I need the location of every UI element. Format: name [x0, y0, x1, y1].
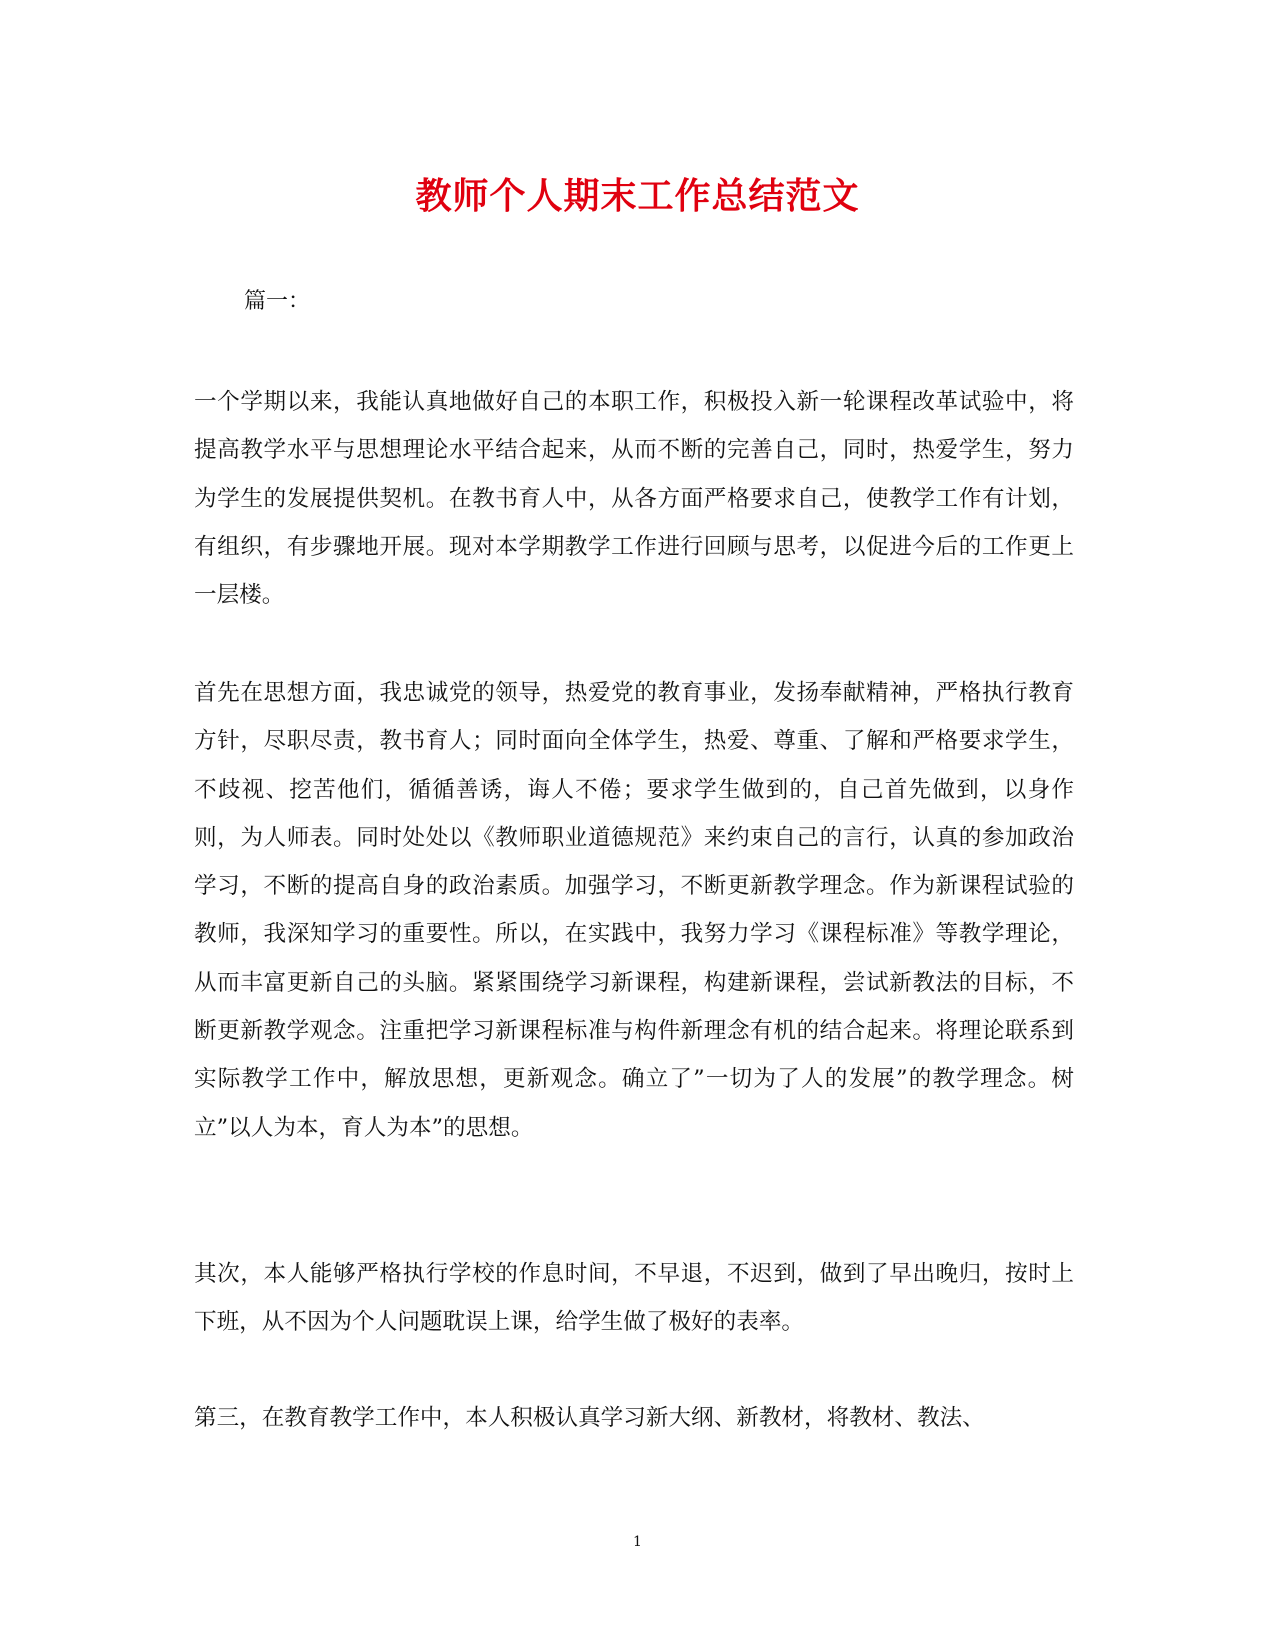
paragraph-4: 第三，在教育教学工作中，本人积极认真学习新大纲、新教材，将教材、教法、	[194, 1405, 985, 1431]
section-label: 篇一：	[244, 289, 311, 314]
paragraph-1: 一个学期以来，我能认真地做好自己的本职工作，积极投入新一轮课程改革试验中，将提高教学水平与思想理论水平结合起来，从而不断的完善自己，同时，热爱学生，努力为学生的发展提供契机。在教书育人中，从各方面严格要求自己，使教学工作有计划，有组织，有步骤地开展。现对本学期教学工作进行回顾与思考，以促进今后的工作更上一层楼。	[194, 389, 1074, 609]
paragraph-2: 首先在思想方面，我忠诚党的领导，热爱党的教育事业，发扬奉献精神，严格执行教育方针，尽职尽责，教书育人；同时面向全体学生，热爱、尊重、了解和严格要求学生，不歧视、挖苦他们，循循善诱，诲人不倦；要求学生做到的，自己首先做到，以身作则，为人师表。同时处处以《教师职业道德规范》来约束自己的言行，认真的参加政治学习，不断的提高自身的政治素质。加强学习，不断更新教学理念。作为新课程试验的教师，我深知学习的重要性。所以，在实践中，我努力学习《课程标准》等教学理论，从而丰富更新自己的头脑。紧紧围绕学习新课程，构建新课程，尝试新教法的目标，不断更新教学观念。注重把学习新课程标准与构件新理念有机的结合起来。将理论联系到实际教学工作中，解放思想，更新观念。确立了”一切为了人的发展”的教学理念。树立”以人为本，育人为本”的思想。	[194, 680, 1074, 1141]
paragraph-3: 其次，本人能够严格执行学校的作息时间，不早退，不迟到，做到了早出晚归，按时上下班，从不因为个人问题耽误上课，给学生做了极好的表率。	[194, 1261, 1074, 1336]
document-title: 教师个人期末工作总结范文	[415, 175, 860, 217]
page-number: 1	[633, 1534, 642, 1550]
